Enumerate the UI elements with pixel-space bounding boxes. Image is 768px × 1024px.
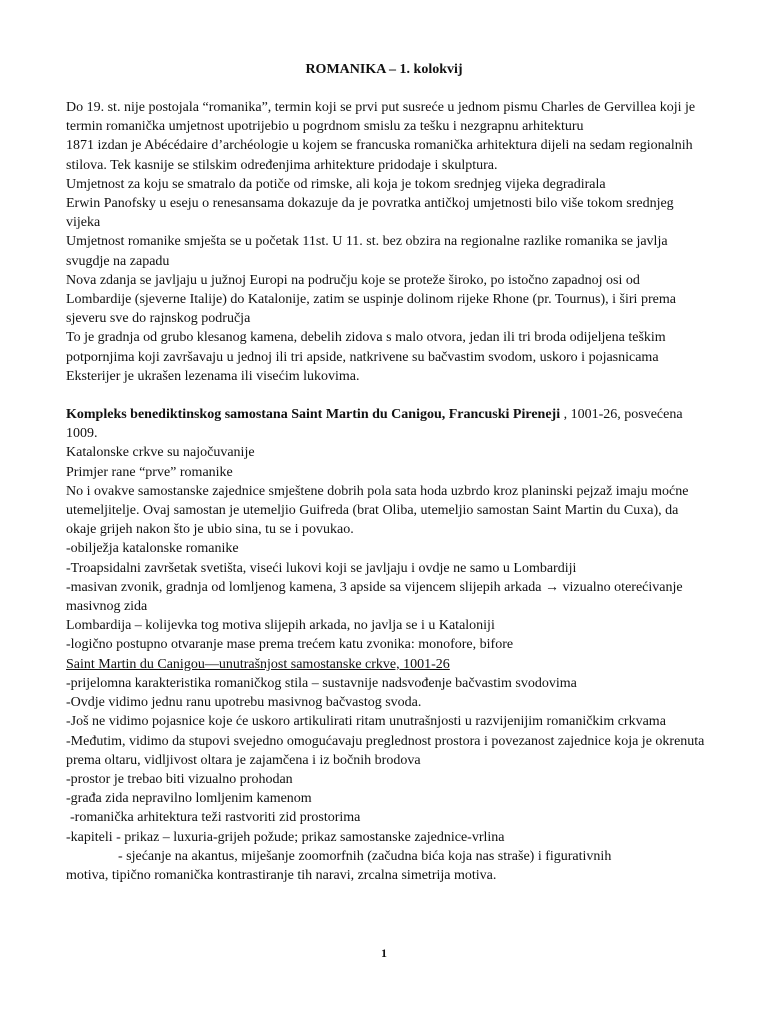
document-body	[66, 98, 706, 885]
intro-paragraph-2: 1871 izdan je Abécédaire d’archéologie u kojem se francuska romanička arhitektura dijeli na sedam regionalnih stilova. Tek kasnije se stilskim određenjima arhitekture pridodaje i skulptura.	[66, 138, 693, 173]
intro-paragraph-5: Umjetnost romanike smješta se u početak 11st. U 11. st. bez obzira na regionalne razlike romanika se javlja svugdje na zapadu	[66, 234, 668, 269]
section-line-2: Primjer rane “prve” romanike	[66, 464, 233, 480]
section-line-8: -logično postupno otvaranje mase prema trećem katu zvonika: monofore, bifore	[66, 637, 514, 653]
section-heading-bold: Kompleks benediktinskog samostana Saint Martin du Canigou, Francuski Pireneji	[66, 407, 561, 423]
interior-line-6: -građa zida nepravilno lomljenim kamenom	[66, 791, 312, 807]
interior-line-10: motiva, tipično romanička kontrastiranje tih naravi, zrcalna simetrija motiva.	[66, 867, 497, 883]
section-line-6: -masivan zvonik, gradnja od lomljenog kamena, 3 apside sa vijencem slijepih arkada → vizualno oterećivanje masivnog zida	[66, 579, 683, 615]
section-line-3: No i ovakve samostanske zajednice smještene dobrih pola sata hoda uzbrdo kroz planinski pejzaž imaju moćne utemeljitelje. Ovaj samostan je utemeljio Guifreda (brat Oliba, utemeljio samostan Saint Martin du Cuxa), da okaje grijeh nakon što je ubio sina, tu se i povukao.	[66, 483, 689, 538]
intro-paragraph-4: Erwin Panofsky u eseju o renesansama dokazuje da je povratka antičkoj umjetnosti bilo više tokom srednjeg vijeka	[66, 196, 674, 231]
section-heading-dates: , 1001-26, posvećena 1009.	[66, 407, 683, 442]
document-title: ROMANIKA – 1. kolokvij	[305, 62, 463, 77]
intro-paragraph-6: Nova zdanja se javljaju u južnoj Europi na području koje se proteže široko, po istočno zapadnoj osi od Lombardije (sjeverne Italije) do Katalonije, zatim se uspinje dolinom rijeke Rhone (pr. Tournus), i širi prema sjeveru sve do rajnskog područja	[66, 272, 676, 327]
interior-line-9: - sjećanje na akantus, miješanje zoomorfnih (začudna bića koja nas straše) i figurativnih	[118, 848, 612, 864]
intro-paragraph-7: To je gradnja od grubo klesanog kamena, debelih zidova s malo otvora, jedan ili tri broda odijeljena teškim potpornjima koji završavaju u jednoj ili tri apside, natkrivene su bačvastim svodom, uskoro i pojasnicama	[66, 330, 666, 365]
interior-line-8: -kapiteli - prikaz – luxuria-grijeh požude; prikaz samostanske zajednice-vrlina	[66, 829, 505, 845]
section-line-7: Lombardija – kolijevka tog motiva slijepih arkada, no javlja se i u Kataloniji	[66, 618, 495, 634]
page-number: 1	[381, 946, 387, 960]
intro-paragraph-8: Eksterijer je ukrašen lezenama ili visećim lukovima.	[66, 368, 360, 384]
interior-line-4: -Međutim, vidimo da stupovi svejedno omogućavaju preglednost prostora i povezanost zajednice koja je okrenuta prema oltaru, vidljivost oltara je zajamčena i iz bočnih brodova	[66, 733, 705, 768]
interior-line-3: -Još ne vidimo pojasnice koje će uskoro artikulirati ritam unutrašnjosti u razvijenijim romaničkim crkvama	[66, 714, 666, 730]
interior-line-1: -prijelomna karakteristika romaničkog stila – sustavnije nadsvođenje bačvastim svodovima	[66, 675, 577, 691]
paragraph-spacer	[66, 386, 706, 405]
section-line-4: -obilježja katalonske romanike	[66, 541, 239, 557]
intro-paragraph-1: Do 19. st. nije postojala “romanika”, termin koji se prvi put susreće u jednom pismu Charles de Gervillea koji je termin romanička umjetnost upotrijebio u pogrdnom smislu za tešku i nezgrapnu arhitekturu	[66, 100, 696, 135]
section-heading	[66, 405, 706, 443]
subheading-interior: Saint Martin du Canigou—unutrašnjost samostanske crkve, 1001-26	[66, 656, 450, 672]
interior-line-5: -prostor je trebao biti vizualno prohodan	[66, 771, 293, 787]
section-line-5: -Troapsidalni završetak svetišta, viseći lukovi koji se javljaju i ovdje ne samo u Lombardiji	[66, 560, 577, 576]
interior-line-2: -Ovdje vidimo jednu ranu upotrebu masivnog bačvastog svoda.	[66, 695, 422, 711]
section-line-1: Katalonske crkve su najočuvanije	[66, 445, 255, 461]
interior-line-7: -romanička arhitektura teži rastvoriti zid prostorima	[70, 810, 361, 826]
intro-paragraph-3: Umjetnost za koju se smatralo da potiče od rimske, ali koja je tokom srednjeg vijeka degradirala	[66, 176, 606, 192]
